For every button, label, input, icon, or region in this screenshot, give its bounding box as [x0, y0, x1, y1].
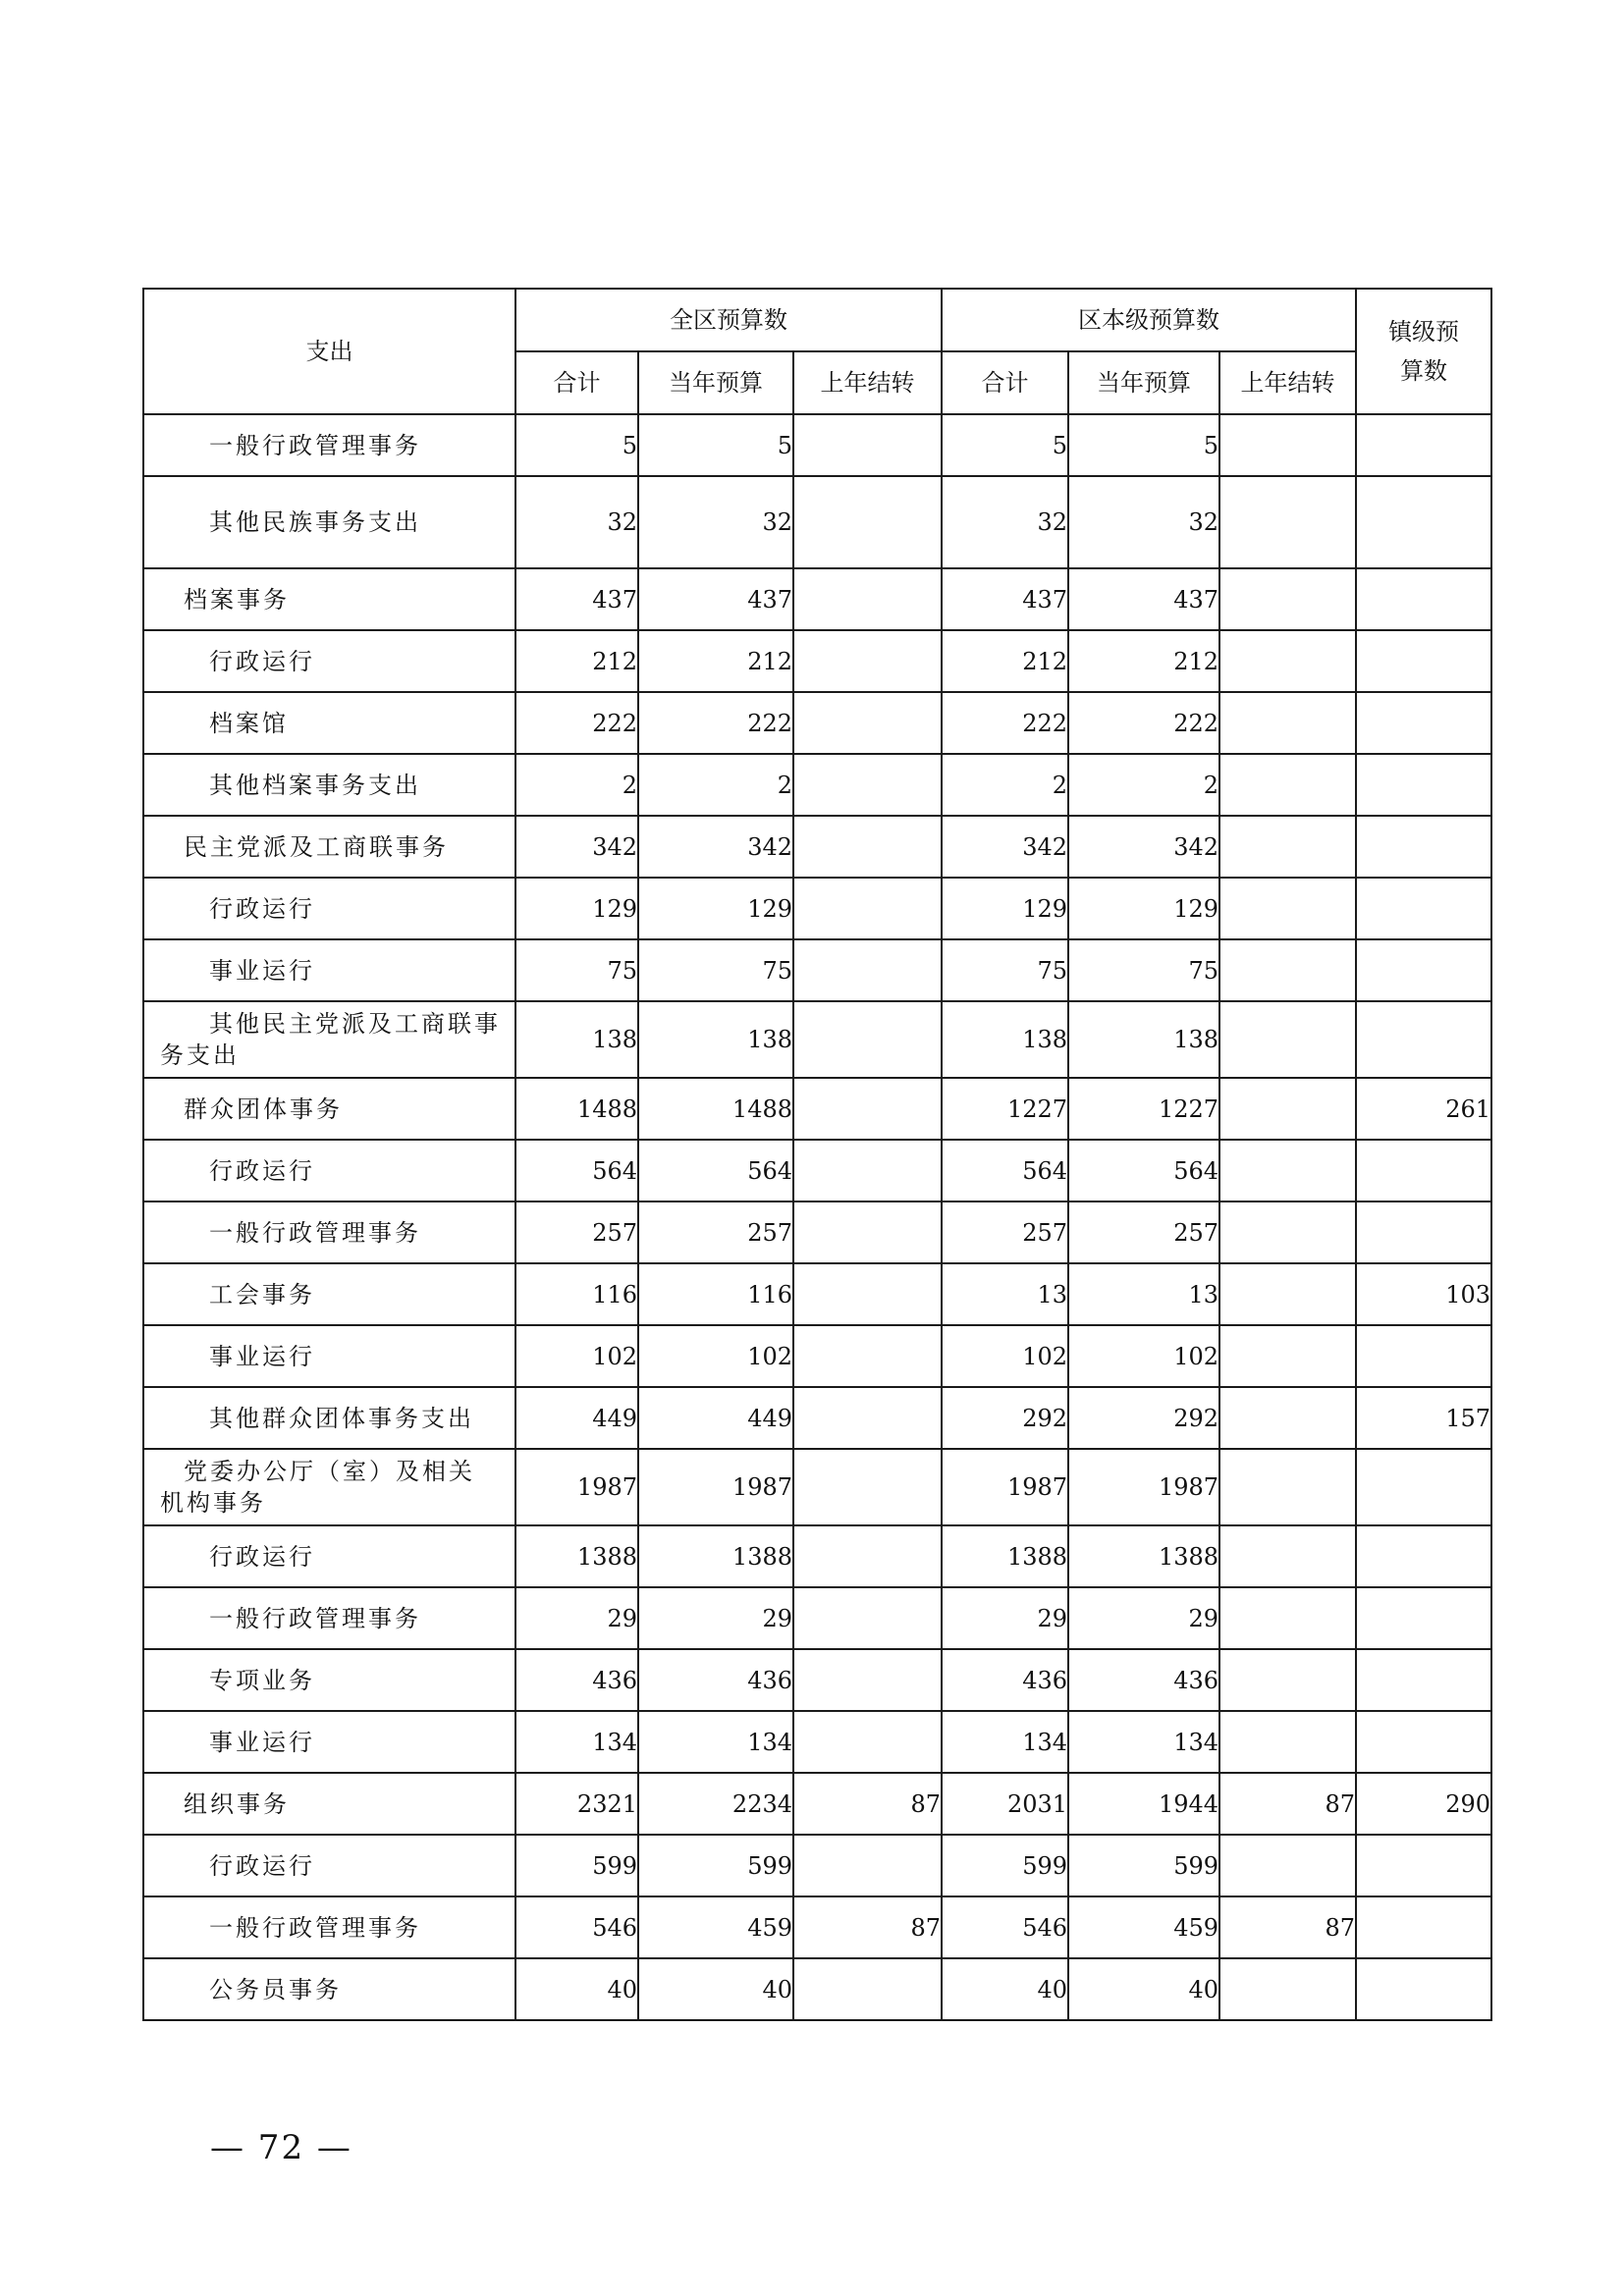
cell-town-level [1356, 630, 1491, 692]
cell-town-level [1356, 476, 1491, 568]
cell-all-carryover [793, 476, 942, 568]
cell-all-total: 212 [515, 630, 638, 692]
cell-all-total: 2 [515, 754, 638, 816]
cell-all-total: 129 [515, 878, 638, 939]
header-all-current-year: 当年预算 [638, 351, 793, 414]
cell-all-total: 134 [515, 1711, 638, 1773]
cell-town-level: 103 [1356, 1263, 1491, 1325]
cell-town-level [1356, 1449, 1491, 1525]
cell-all-current-year: 29 [638, 1587, 793, 1649]
table-row [143, 1896, 1491, 1958]
cell-town-level [1356, 1711, 1491, 1773]
cell-district-carryover: 87 [1219, 1773, 1356, 1835]
cell-all-current-year: 436 [638, 1649, 793, 1711]
cell-district-total: 1987 [942, 1449, 1068, 1525]
cell-district-carryover [1219, 414, 1356, 476]
cell-all-total: 2321 [515, 1773, 638, 1835]
cell-all-total: 75 [515, 939, 638, 1001]
cell-district-carryover [1219, 816, 1356, 878]
cell-district-current-year: 222 [1068, 692, 1219, 754]
cell-district-carryover [1219, 939, 1356, 1001]
cell-district-carryover [1219, 476, 1356, 568]
cell-all-current-year: 32 [638, 476, 793, 568]
row-item-name: 其他群众团体事务支出 [143, 1387, 515, 1449]
cell-district-carryover [1219, 1387, 1356, 1449]
table-row [143, 1078, 1491, 1140]
cell-town-level [1356, 1525, 1491, 1587]
cell-district-current-year: 75 [1068, 939, 1219, 1001]
row-item-name: 民主党派及工商联事务 [143, 816, 515, 878]
cell-district-current-year: 257 [1068, 1201, 1219, 1263]
cell-all-carryover [793, 692, 942, 754]
cell-all-carryover [793, 1587, 942, 1649]
cell-district-carryover [1219, 1325, 1356, 1387]
cell-district-carryover [1219, 1835, 1356, 1896]
cell-district-total: 2031 [942, 1773, 1068, 1835]
cell-all-total: 599 [515, 1835, 638, 1896]
cell-district-total: 13 [942, 1263, 1068, 1325]
cell-district-total: 129 [942, 878, 1068, 939]
cell-all-current-year: 599 [638, 1835, 793, 1896]
cell-district-current-year: 212 [1068, 630, 1219, 692]
cell-all-total: 1388 [515, 1525, 638, 1587]
cell-district-carryover [1219, 754, 1356, 816]
row-item-name: 党委办公厅（室）及相关机构事务 [143, 1449, 515, 1525]
cell-all-total: 32 [515, 476, 638, 568]
cell-all-carryover: 87 [793, 1896, 942, 1958]
cell-all-current-year: 2 [638, 754, 793, 816]
cell-district-current-year: 1388 [1068, 1525, 1219, 1587]
cell-all-carryover [793, 1001, 942, 1078]
row-item-name: 行政运行 [143, 630, 515, 692]
cell-district-total: 1227 [942, 1078, 1068, 1140]
table-row [143, 1325, 1491, 1387]
table-row [143, 754, 1491, 816]
cell-district-total: 2 [942, 754, 1068, 816]
cell-all-total: 1488 [515, 1078, 638, 1140]
cell-all-current-year: 437 [638, 568, 793, 630]
cell-district-current-year: 138 [1068, 1001, 1219, 1078]
cell-all-current-year: 75 [638, 939, 793, 1001]
cell-district-carryover [1219, 1201, 1356, 1263]
cell-district-total: 75 [942, 939, 1068, 1001]
row-item-name: 事业运行 [143, 939, 515, 1001]
cell-district-current-year: 40 [1068, 1958, 1219, 2020]
cell-all-current-year: 40 [638, 1958, 793, 2020]
cell-district-carryover: 87 [1219, 1896, 1356, 1958]
cell-district-total: 29 [942, 1587, 1068, 1649]
cell-town-level [1356, 1201, 1491, 1263]
cell-district-total: 257 [942, 1201, 1068, 1263]
table-row [143, 414, 1491, 476]
cell-district-current-year: 1987 [1068, 1449, 1219, 1525]
table-row [143, 1387, 1491, 1449]
cell-district-current-year: 129 [1068, 878, 1219, 939]
row-item-name: 档案馆 [143, 692, 515, 754]
table-row [143, 476, 1491, 568]
table-row [143, 1201, 1491, 1263]
cell-all-current-year: 1987 [638, 1449, 793, 1525]
cell-all-carryover [793, 1325, 942, 1387]
cell-all-current-year: 5 [638, 414, 793, 476]
cell-all-total: 116 [515, 1263, 638, 1325]
cell-all-current-year: 564 [638, 1140, 793, 1201]
table-row [143, 1525, 1491, 1587]
cell-district-carryover [1219, 1958, 1356, 2020]
table-body [143, 414, 1491, 2020]
header-all-district-budget: 全区预算数 [515, 289, 942, 351]
cell-district-current-year: 13 [1068, 1263, 1219, 1325]
cell-all-current-year: 129 [638, 878, 793, 939]
table-row [143, 1001, 1491, 1078]
row-item-name: 公务员事务 [143, 1958, 515, 2020]
cell-district-total: 32 [942, 476, 1068, 568]
cell-all-carryover [793, 568, 942, 630]
cell-district-current-year: 29 [1068, 1587, 1219, 1649]
cell-district-current-year: 342 [1068, 816, 1219, 878]
cell-all-current-year: 2234 [638, 1773, 793, 1835]
row-item-name: 一般行政管理事务 [143, 1587, 515, 1649]
table-row [143, 1449, 1491, 1525]
cell-district-total: 102 [942, 1325, 1068, 1387]
cell-all-carryover [793, 1835, 942, 1896]
cell-town-level [1356, 1896, 1491, 1958]
cell-all-total: 564 [515, 1140, 638, 1201]
header-district-carryover: 上年结转 [1219, 351, 1356, 414]
cell-district-total: 212 [942, 630, 1068, 692]
cell-district-current-year: 436 [1068, 1649, 1219, 1711]
table-row [143, 1835, 1491, 1896]
cell-district-total: 546 [942, 1896, 1068, 1958]
row-item-name: 一般行政管理事务 [143, 1201, 515, 1263]
cell-district-carryover [1219, 1001, 1356, 1078]
cell-all-total: 436 [515, 1649, 638, 1711]
row-item-name: 一般行政管理事务 [143, 1896, 515, 1958]
cell-all-carryover [793, 878, 942, 939]
cell-district-total: 1388 [942, 1525, 1068, 1587]
cell-district-carryover [1219, 1449, 1356, 1525]
cell-all-current-year: 116 [638, 1263, 793, 1325]
cell-district-current-year: 599 [1068, 1835, 1219, 1896]
cell-all-total: 102 [515, 1325, 638, 1387]
cell-district-current-year: 292 [1068, 1387, 1219, 1449]
table-row [143, 1140, 1491, 1201]
cell-district-total: 40 [942, 1958, 1068, 2020]
cell-district-total: 599 [942, 1835, 1068, 1896]
row-item-name: 行政运行 [143, 1525, 515, 1587]
row-item-name: 组织事务 [143, 1773, 515, 1835]
cell-all-current-year: 102 [638, 1325, 793, 1387]
cell-district-total: 342 [942, 816, 1068, 878]
cell-district-current-year: 5 [1068, 414, 1219, 476]
header-all-carryover: 上年结转 [793, 351, 942, 414]
cell-district-current-year: 564 [1068, 1140, 1219, 1201]
cell-town-level [1356, 754, 1491, 816]
cell-all-total: 1987 [515, 1449, 638, 1525]
cell-all-current-year: 1388 [638, 1525, 793, 1587]
cell-district-current-year: 134 [1068, 1711, 1219, 1773]
cell-all-current-year: 134 [638, 1711, 793, 1773]
cell-district-total: 292 [942, 1387, 1068, 1449]
cell-all-current-year: 222 [638, 692, 793, 754]
cell-town-level [1356, 939, 1491, 1001]
header-all-total: 合计 [515, 351, 638, 414]
cell-all-total: 138 [515, 1001, 638, 1078]
page-number: — 72 — [210, 2128, 352, 2167]
cell-all-carryover [793, 1449, 942, 1525]
row-item-name: 群众团体事务 [143, 1078, 515, 1140]
cell-district-carryover [1219, 1263, 1356, 1325]
cell-district-total: 134 [942, 1711, 1068, 1773]
table-row [143, 816, 1491, 878]
cell-district-current-year: 102 [1068, 1325, 1219, 1387]
cell-all-total: 257 [515, 1201, 638, 1263]
cell-town-level [1356, 1325, 1491, 1387]
budget-expenditure-table [142, 288, 1492, 2021]
cell-district-total: 436 [942, 1649, 1068, 1711]
cell-all-carryover [793, 630, 942, 692]
cell-town-level [1356, 1958, 1491, 2020]
cell-all-current-year: 138 [638, 1001, 793, 1078]
cell-town-level [1356, 1835, 1491, 1896]
cell-all-carryover [793, 1140, 942, 1201]
cell-town-level [1356, 1649, 1491, 1711]
cell-all-carryover [793, 414, 942, 476]
cell-town-level [1356, 692, 1491, 754]
table-row [143, 1711, 1491, 1773]
cell-all-current-year: 1488 [638, 1078, 793, 1140]
cell-district-current-year: 2 [1068, 754, 1219, 816]
cell-all-current-year: 257 [638, 1201, 793, 1263]
cell-all-total: 222 [515, 692, 638, 754]
cell-district-total: 5 [942, 414, 1068, 476]
cell-all-carryover [793, 939, 942, 1001]
cell-all-carryover [793, 1649, 942, 1711]
cell-town-level: 261 [1356, 1078, 1491, 1140]
cell-all-total: 546 [515, 1896, 638, 1958]
cell-town-level [1356, 816, 1491, 878]
cell-district-carryover [1219, 878, 1356, 939]
cell-district-carryover [1219, 1140, 1356, 1201]
header-district-level-budget: 区本级预算数 [942, 289, 1356, 351]
cell-town-level [1356, 414, 1491, 476]
row-item-name: 事业运行 [143, 1711, 515, 1773]
cell-all-carryover [793, 816, 942, 878]
cell-district-current-year: 459 [1068, 1896, 1219, 1958]
row-item-name: 行政运行 [143, 878, 515, 939]
cell-district-carryover [1219, 1649, 1356, 1711]
row-item-name: 事业运行 [143, 1325, 515, 1387]
cell-district-total: 222 [942, 692, 1068, 754]
cell-district-carryover [1219, 692, 1356, 754]
cell-district-carryover [1219, 1587, 1356, 1649]
cell-town-level: 157 [1356, 1387, 1491, 1449]
cell-all-carryover [793, 754, 942, 816]
cell-town-level [1356, 1587, 1491, 1649]
row-item-name: 工会事务 [143, 1263, 515, 1325]
cell-all-carryover [793, 1263, 942, 1325]
header-district-total: 合计 [942, 351, 1068, 414]
table-row [143, 878, 1491, 939]
row-item-name: 一般行政管理事务 [143, 414, 515, 476]
cell-all-carryover [793, 1078, 942, 1140]
row-item-name: 专项业务 [143, 1649, 515, 1711]
cell-all-carryover [793, 1711, 942, 1773]
cell-district-carryover [1219, 1078, 1356, 1140]
row-item-name: 其他民族事务支出 [143, 476, 515, 568]
header-district-current-year: 当年预算 [1068, 351, 1219, 414]
table-row [143, 1649, 1491, 1711]
row-item-name: 其他民主党派及工商联事务支出 [143, 1001, 515, 1078]
table-row [143, 1773, 1491, 1835]
cell-district-current-year: 1944 [1068, 1773, 1219, 1835]
cell-district-total: 138 [942, 1001, 1068, 1078]
row-item-name: 其他档案事务支出 [143, 754, 515, 816]
cell-all-total: 40 [515, 1958, 638, 2020]
cell-town-level [1356, 1140, 1491, 1201]
table-row [143, 1587, 1491, 1649]
cell-district-current-year: 1227 [1068, 1078, 1219, 1140]
cell-all-total: 437 [515, 568, 638, 630]
cell-all-total: 449 [515, 1387, 638, 1449]
table-row [143, 630, 1491, 692]
table-row [143, 692, 1491, 754]
cell-district-total: 437 [942, 568, 1068, 630]
cell-all-carryover [793, 1958, 942, 2020]
cell-town-level [1356, 568, 1491, 630]
cell-all-total: 5 [515, 414, 638, 476]
cell-all-current-year: 212 [638, 630, 793, 692]
cell-all-carryover [793, 1387, 942, 1449]
table-row [143, 939, 1491, 1001]
cell-all-carryover [793, 1201, 942, 1263]
cell-district-carryover [1219, 1711, 1356, 1773]
cell-district-current-year: 32 [1068, 476, 1219, 568]
row-item-name: 档案事务 [143, 568, 515, 630]
cell-all-current-year: 342 [638, 816, 793, 878]
header-expenditure: 支出 [143, 289, 515, 414]
cell-district-carryover [1219, 630, 1356, 692]
cell-all-current-year: 449 [638, 1387, 793, 1449]
cell-town-level [1356, 878, 1491, 939]
table-row [143, 1958, 1491, 2020]
cell-district-carryover [1219, 1525, 1356, 1587]
table-row [143, 1263, 1491, 1325]
cell-all-total: 29 [515, 1587, 638, 1649]
cell-all-total: 342 [515, 816, 638, 878]
cell-district-current-year: 437 [1068, 568, 1219, 630]
header-town-level-budget: 镇级预算数 [1356, 289, 1491, 414]
cell-all-carryover [793, 1525, 942, 1587]
row-item-name: 行政运行 [143, 1835, 515, 1896]
row-item-name: 行政运行 [143, 1140, 515, 1201]
table-row [143, 568, 1491, 630]
cell-town-level: 290 [1356, 1773, 1491, 1835]
cell-district-carryover [1219, 568, 1356, 630]
cell-all-current-year: 459 [638, 1896, 793, 1958]
cell-town-level [1356, 1001, 1491, 1078]
cell-all-carryover: 87 [793, 1773, 942, 1835]
cell-district-total: 564 [942, 1140, 1068, 1201]
